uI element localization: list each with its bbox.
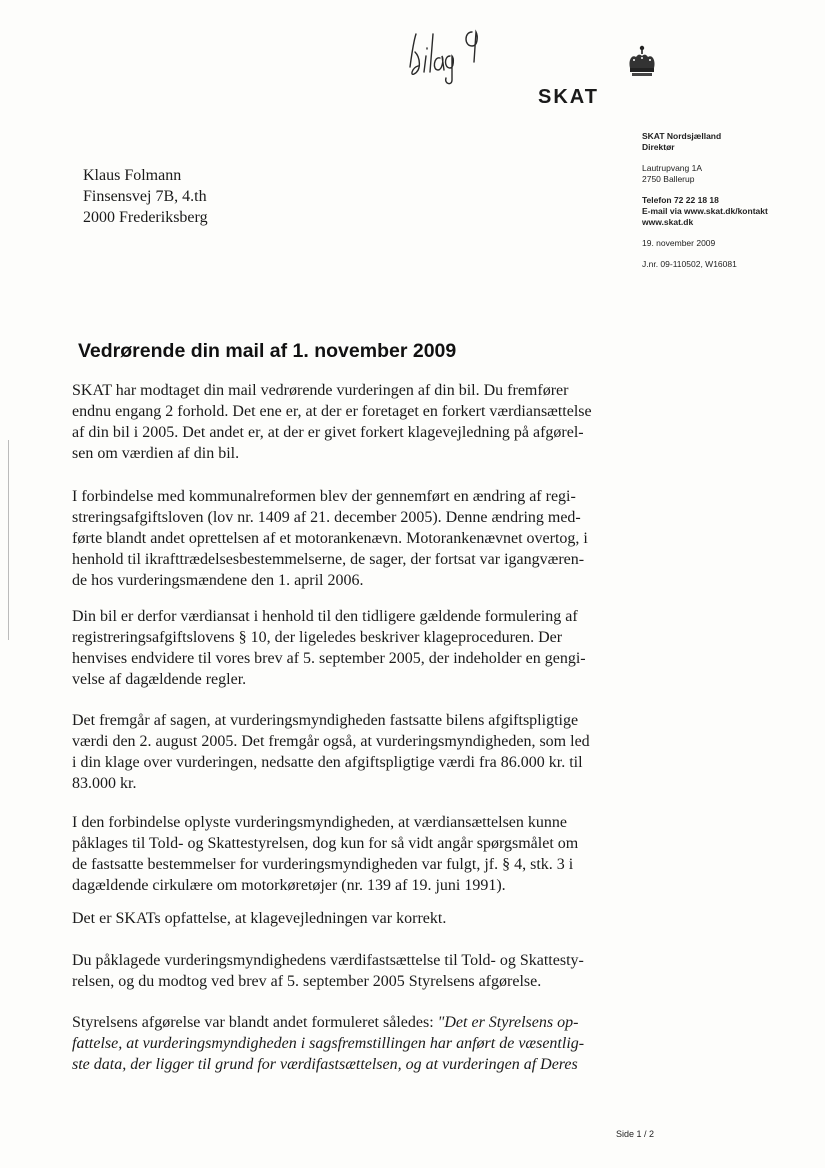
svg-text:SKAT: SKAT [538,86,599,106]
paragraph-6 [72,908,612,929]
paragraph-line: Du påklagede vurderingsmyndighedens værdifastsættelse til Told- og Skattesty- [72,952,584,969]
paragraph-line: værdi den 2. august 2005. Det fremgår også, at vurderingsmyndigheden, som led [72,733,590,750]
paragraph-line: i din klage over vurderingen, nedsatte den afgiftspligtige værdi fra 86.000 kr. til [72,754,583,771]
paragraph-line: I forbindelse med kommunalreformen blev der gennemført en ændring af regi- [72,488,576,505]
letter-heading: Vedrørende din mail af 1. november 2009 [78,340,457,362]
paragraph-1 [72,380,612,464]
recipient-name: Klaus Folmann [83,167,182,184]
paragraph-line: henvises endvidere til vores brev af 5. september 2005, der indeholder en gengi- [72,650,586,667]
scan-margin-line [8,440,9,640]
paragraph-8 [72,1012,612,1075]
paragraph-5 [72,812,612,896]
paragraph-2 [72,486,612,591]
letter-date: 19. november 2009 [642,238,716,248]
paragraph-line: endnu engang 2 forhold. Det ene er, at der er foretaget en forkert værdiansættelse [72,403,592,420]
paragraph-line: de hos vurderingsmændene den 1. april 2006. [72,572,364,589]
recipient-city: 2000 Frederiksberg [83,209,208,226]
skat-logo [538,86,650,106]
paragraph-line: påklages til Told- og Skattestyrelsen, dog kun for så vidt angår spørgsmålet om [72,835,579,852]
paragraph-line: streringsafgiftsloven (lov nr. 1409 af 21. december 2005). Denne ændring med- [72,509,581,526]
recipient-street: Finsensvej 7B, 4.th [83,188,207,205]
paragraph-line: Det fremgår af sagen, at vurderingsmyndigheden fastsatte bilens afgiftspligtige [72,712,579,729]
sender-block [642,131,817,270]
paragraph-4 [72,710,612,794]
page-number: Side 1 / 2 [616,1129,655,1139]
paragraph-line: Det er SKATs opfattelse, at klagevejledningen var korrekt. [72,910,447,927]
sender-web: www.skat.dk [642,217,694,227]
quote-start: "Det er Styrelsens op- [437,1014,579,1031]
quote-line: fattelse, at vurderingsmyndigheden i sagsfremstillingen har anført de væsentlig- [72,1035,585,1052]
paragraph-line: henhold til ikrafttrædelsesbestemmelserne, de sager, der fortsat var igangværen- [72,551,585,568]
paragraph-line: sen om værdien af din bil. [72,445,240,462]
paragraph-line: dagældende cirkulære om motorkøretøjer (nr. 139 af 19. juni 1991). [72,877,506,894]
sender-phone: Telefon 72 22 18 18 [642,195,719,205]
recipient-address [83,165,208,228]
paragraph-line: førte blandt andet oprettelsen af et motorankenævn. Motorankenævnet overtog, i [72,530,588,547]
paragraph-3 [72,606,612,690]
sender-org: SKAT Nordsjælland [642,131,722,141]
sender-role: Direktør [642,142,675,152]
paragraph-line: I den forbindelse oplyste vurderingsmyndigheden, at værdiansættelsen kunne [72,814,568,831]
handwritten-note [400,22,520,92]
crown-emblem-icon [622,42,662,82]
paragraph-line: 83.000 kr. [72,775,137,792]
paragraph-line: relsen, og du modtog ved brev af 5. september 2005 Styrelsens afgørelse. [72,973,542,990]
quote-line: ste data, der ligger til grund for værdifastsættelsen, og at vurderingen af Deres [72,1056,578,1073]
journal-number: J.nr. 09-110502, W16081 [642,259,737,269]
paragraph-7 [72,950,612,992]
sender-address-line1: Lautrupvang 1A [642,163,703,173]
sender-address-line2: 2750 Ballerup [642,174,695,184]
sender-email: E-mail via www.skat.dk/kontakt [642,206,768,216]
paragraph-line: de fastsatte bestemmelser for vurderingsmyndigheden var fulgt, jf. § 4, stk. 3 i [72,856,574,873]
paragraph-line [72,1012,612,1033]
paragraph-line: registreringsafgiftslovens § 10, der ligeledes beskriver klageproceduren. Der [72,629,563,646]
paragraph-line: Din bil er derfor værdiansat i henhold til den tidligere gældende formulering af [72,608,578,625]
quote-intro: Styrelsens afgørelse var blandt andet formuleret således: [72,1014,438,1031]
paragraph-line: af din bil i 2005. Det andet er, at der er givet forkert klagevejledning på afgørel- [72,424,584,441]
paragraph-line: velse af dagældende regler. [72,671,247,688]
paragraph-line: SKAT har modtaget din mail vedrørende vurderingen af din bil. Du fremfører [72,382,569,399]
